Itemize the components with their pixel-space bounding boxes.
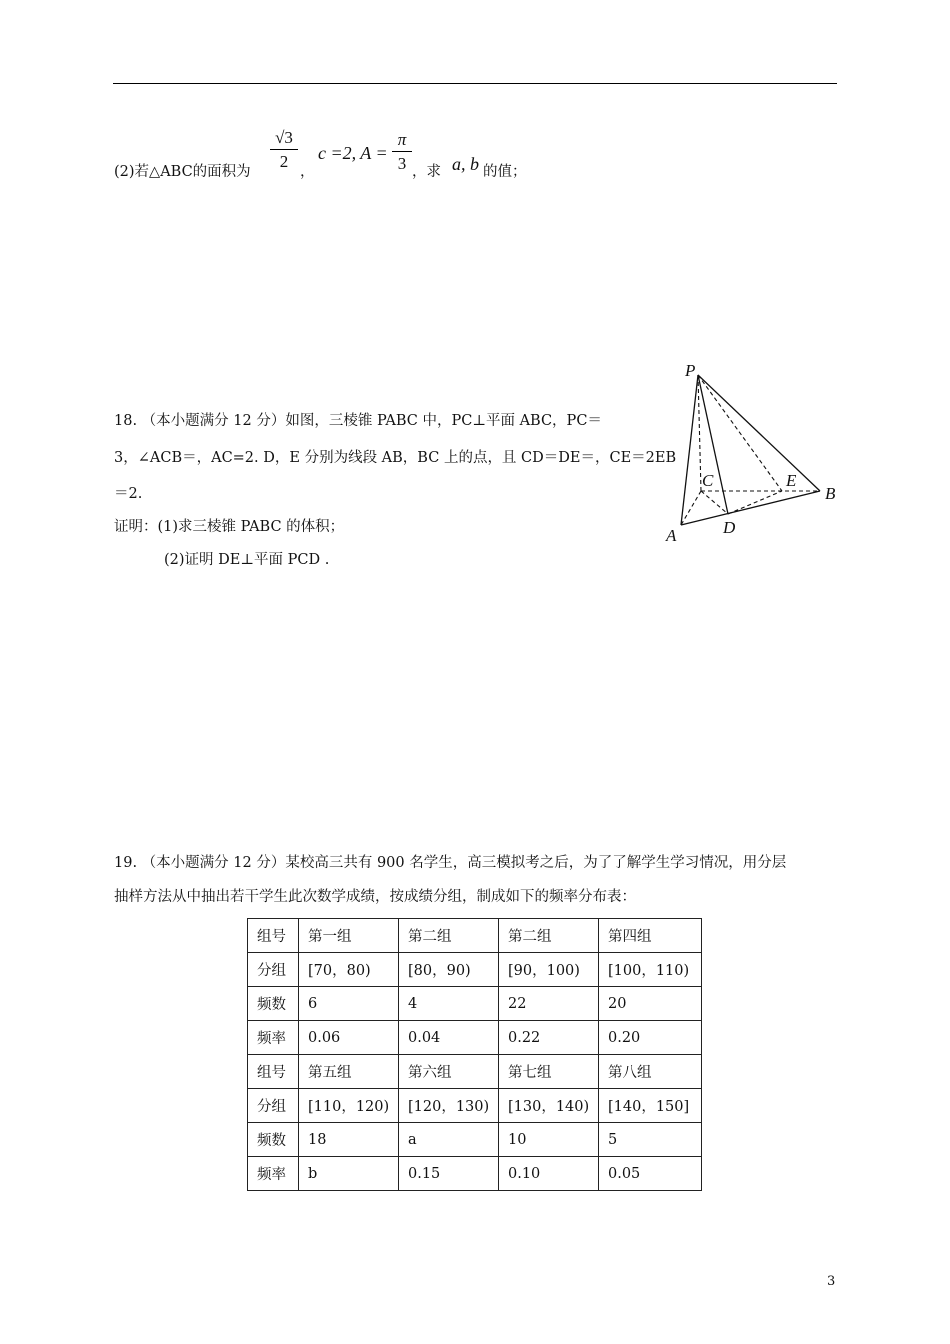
table-cell: 0.22 <box>499 1021 599 1055</box>
table-cell: b <box>299 1157 399 1191</box>
table-cell: [130，140) <box>499 1089 599 1123</box>
table-row <box>248 1055 702 1089</box>
table-cell: [70，80) <box>299 953 399 987</box>
table-cell: 0.04 <box>399 1021 499 1055</box>
label-b: B <box>825 484 836 503</box>
table-cell: 第八组 <box>599 1055 702 1089</box>
table-cell: 第七组 <box>499 1055 599 1089</box>
q17-comma: ， <box>300 164 315 180</box>
table-row <box>248 1123 702 1157</box>
edge-pc <box>698 375 701 491</box>
table-row <box>248 1021 702 1055</box>
edge-pb <box>698 375 820 491</box>
table-row <box>248 953 702 987</box>
table-cell: [140，150] <box>599 1089 702 1123</box>
table-cell: 0.20 <box>599 1021 702 1055</box>
q17-part2-prefix: (2)若△ABC的面积为 <box>114 164 251 180</box>
label-d: D <box>723 518 736 537</box>
q18-line4: 证明：(1)求三棱锥 PABC 的体积； <box>114 519 345 535</box>
table-cell: 4 <box>399 987 499 1021</box>
table-row-header: 分组 <box>248 1089 299 1123</box>
label-c: C <box>702 471 714 490</box>
area-fraction <box>270 129 298 170</box>
table-cell: [90，100) <box>499 953 599 987</box>
table-row-header: 频数 <box>248 987 299 1021</box>
table-row <box>248 919 702 953</box>
pi-denominator: 3 <box>397 154 407 173</box>
table-cell: 第二组 <box>499 919 599 953</box>
unknowns-ab: a, b <box>452 154 479 174</box>
pyramid-figure <box>660 358 850 548</box>
label-a: A <box>666 526 677 545</box>
frequency-table <box>247 918 702 1191</box>
table-cell: 第六组 <box>399 1055 499 1089</box>
table-cell: [120，130) <box>399 1089 499 1123</box>
table-cell: 0.05 <box>599 1157 702 1191</box>
table-cell: 第四组 <box>599 919 702 953</box>
table-cell: 第一组 <box>299 919 399 953</box>
table-cell: [80，90) <box>399 953 499 987</box>
table-row-header: 组号 <box>248 919 299 953</box>
label-e: E <box>786 471 797 490</box>
table-row <box>248 1089 702 1123</box>
table-row <box>248 1157 702 1191</box>
table-cell: 6 <box>299 987 399 1021</box>
table-cell: a <box>399 1123 499 1157</box>
edge-pd <box>698 375 728 514</box>
table-cell: 0.10 <box>499 1157 599 1191</box>
table-cell: 22 <box>499 987 599 1021</box>
table-cell: [100，110) <box>599 953 702 987</box>
q19-line2: 抽样方法从中抽出若干学生此次数学成绩，按成绩分组，制成如下的频率分布表： <box>114 889 636 905</box>
label-p: P <box>685 361 696 380</box>
pi-fraction <box>392 131 412 172</box>
q18-line3: ＝2. <box>114 486 143 502</box>
area-denominator: 2 <box>279 152 289 171</box>
table-row-header: 组号 <box>248 1055 299 1089</box>
area-numerator: √3 <box>275 128 293 147</box>
table-cell: 0.06 <box>299 1021 399 1055</box>
table-row-header: 频数 <box>248 1123 299 1157</box>
table-cell: 18 <box>299 1123 399 1157</box>
header-rule <box>113 83 837 84</box>
q18-line2: 3，∠ACB＝，AC=2. D，E 分别为线段 AB，BC 上的点，且 CD＝DE＝，CE＝2EB <box>114 450 677 466</box>
edge-pa <box>681 375 698 525</box>
table-cell: 10 <box>499 1123 599 1157</box>
q17-suffix: 的值； <box>483 164 527 180</box>
q19-line1: 19. （本小题满分 12 分）某校高三共有 900 名学生，高三模拟考之后，为了了解学生学习情况，用分层 <box>114 855 787 871</box>
table-cell: 第五组 <box>299 1055 399 1089</box>
table-row-header: 分组 <box>248 953 299 987</box>
condition-c-a: c =2, A = <box>318 143 388 163</box>
table-cell: 0.15 <box>399 1157 499 1191</box>
table-cell: 20 <box>599 987 702 1021</box>
table-cell: [110，120) <box>299 1089 399 1123</box>
q18-line5: (2)证明 DE⊥平面 PCD . <box>164 552 330 568</box>
edge-ab <box>681 491 820 525</box>
table-cell: 5 <box>599 1123 702 1157</box>
table-row-header: 频率 <box>248 1021 299 1055</box>
table-row <box>248 987 702 1021</box>
q18-line1: 18. （本小题满分 12 分）如图，三棱锥 PABC 中，PC⊥平面 ABC，PC＝ <box>114 413 602 429</box>
table-cell: 第二组 <box>399 919 499 953</box>
pi-numerator: π <box>397 130 407 149</box>
page-number: 3 <box>827 1274 836 1289</box>
table-row-header: 频率 <box>248 1157 299 1191</box>
q17-mid: ，求 <box>412 164 441 180</box>
